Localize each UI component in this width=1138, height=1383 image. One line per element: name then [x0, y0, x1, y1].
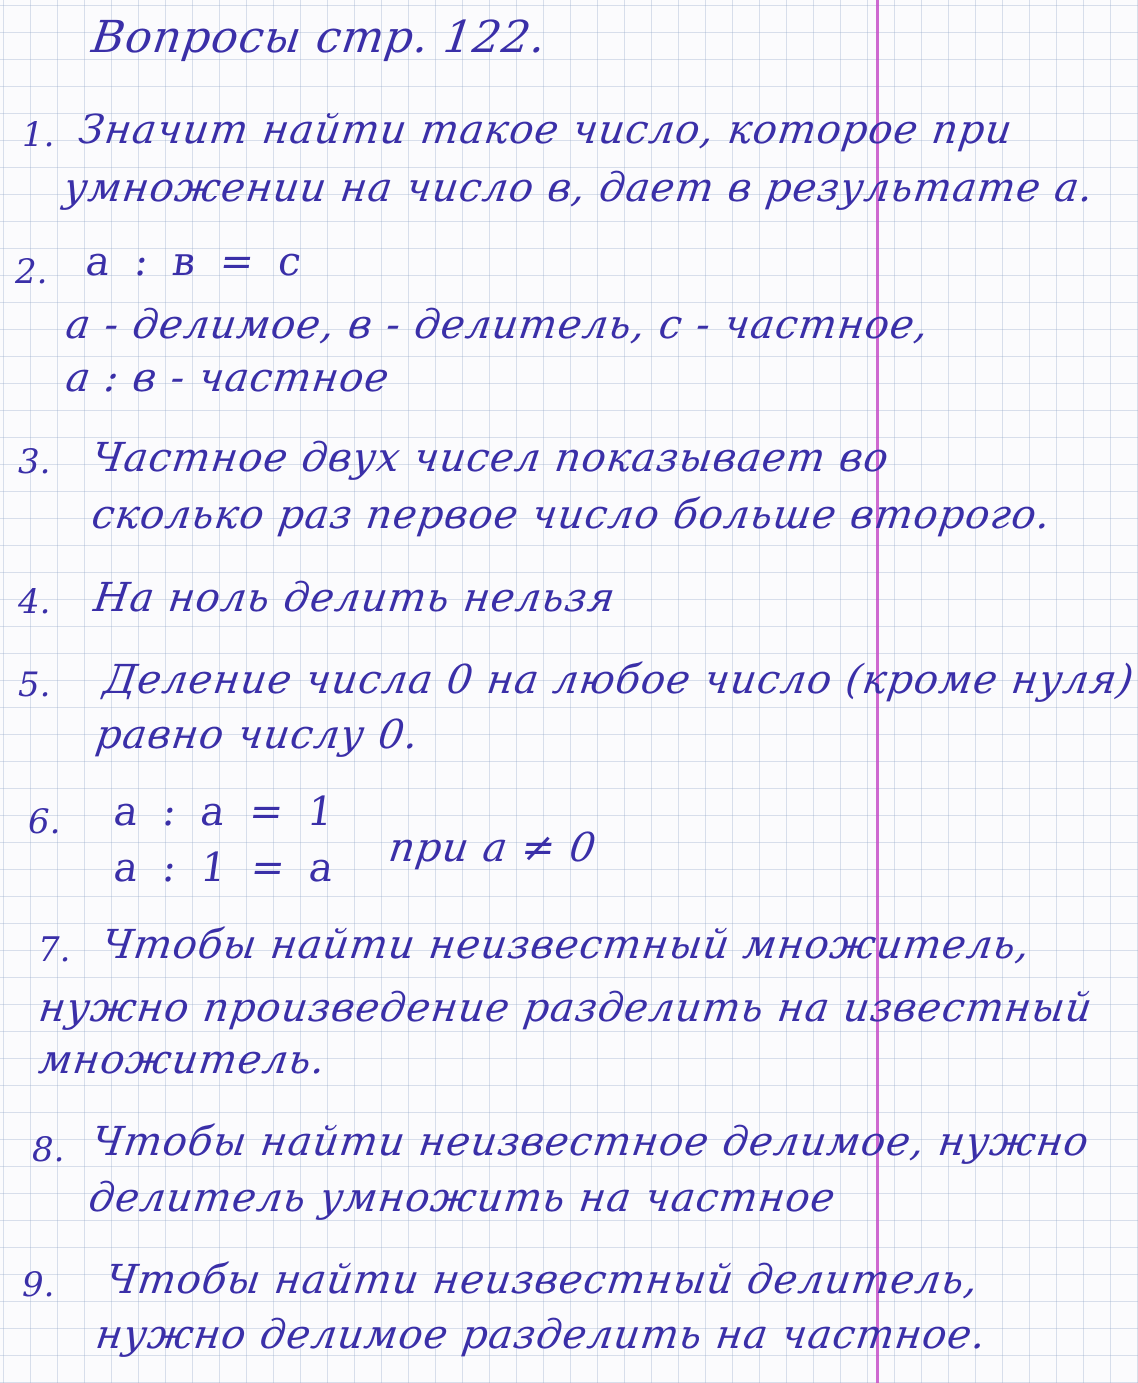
- answer-line: нужно произведение разделить на известный: [35, 985, 1096, 1031]
- answer-line: а : в - частное: [62, 355, 393, 401]
- answer-line: равно числу 0.: [92, 712, 422, 758]
- question-number: 5.: [18, 665, 51, 705]
- answer-line: а - делимое, в - делитель, с - частное,: [62, 302, 932, 348]
- question-number: 1.: [22, 115, 55, 155]
- question-number: 3.: [18, 442, 51, 482]
- answer-line: На ноль делить нельзя: [90, 575, 619, 621]
- formula-line: а : 1 = а: [110, 845, 343, 891]
- question-number: 9.: [22, 1265, 55, 1305]
- answer-line: Значит найти такое число, которое при: [75, 107, 1016, 153]
- answer-line: Частное двух чисел показывает во: [88, 435, 893, 481]
- answer-line: Чтобы найти неизвестный множитель,: [98, 922, 1034, 968]
- question-number: 4.: [18, 582, 51, 622]
- answer-line: сколько раз первое число больше второго.: [88, 492, 1054, 538]
- question-number: 8.: [32, 1130, 65, 1170]
- answer-line: Чтобы найти неизвестное делимое, нужно: [88, 1119, 1093, 1165]
- formula-line: а : а = 1: [110, 789, 343, 835]
- condition-note: при а ≠ 0: [385, 825, 600, 871]
- answer-line: делитель умножить на частное: [85, 1175, 839, 1221]
- page-title: Вопросы стр. 122.: [88, 12, 550, 63]
- question-number: 7.: [38, 930, 71, 970]
- question-number: 2.: [15, 252, 48, 292]
- question-number: 6.: [28, 802, 61, 842]
- formula-line: а : в = с: [82, 239, 311, 285]
- answer-line: умножении на число в, дает в результате а.: [60, 165, 1097, 211]
- answer-line: Чтобы найти неизвестный делитель,: [102, 1257, 982, 1303]
- answer-line: нужно делимое разделить на частное.: [92, 1312, 990, 1358]
- answer-line: Деление числа 0 на любое число (кроме нуля): [100, 657, 1138, 703]
- answer-line: множитель.: [35, 1037, 329, 1083]
